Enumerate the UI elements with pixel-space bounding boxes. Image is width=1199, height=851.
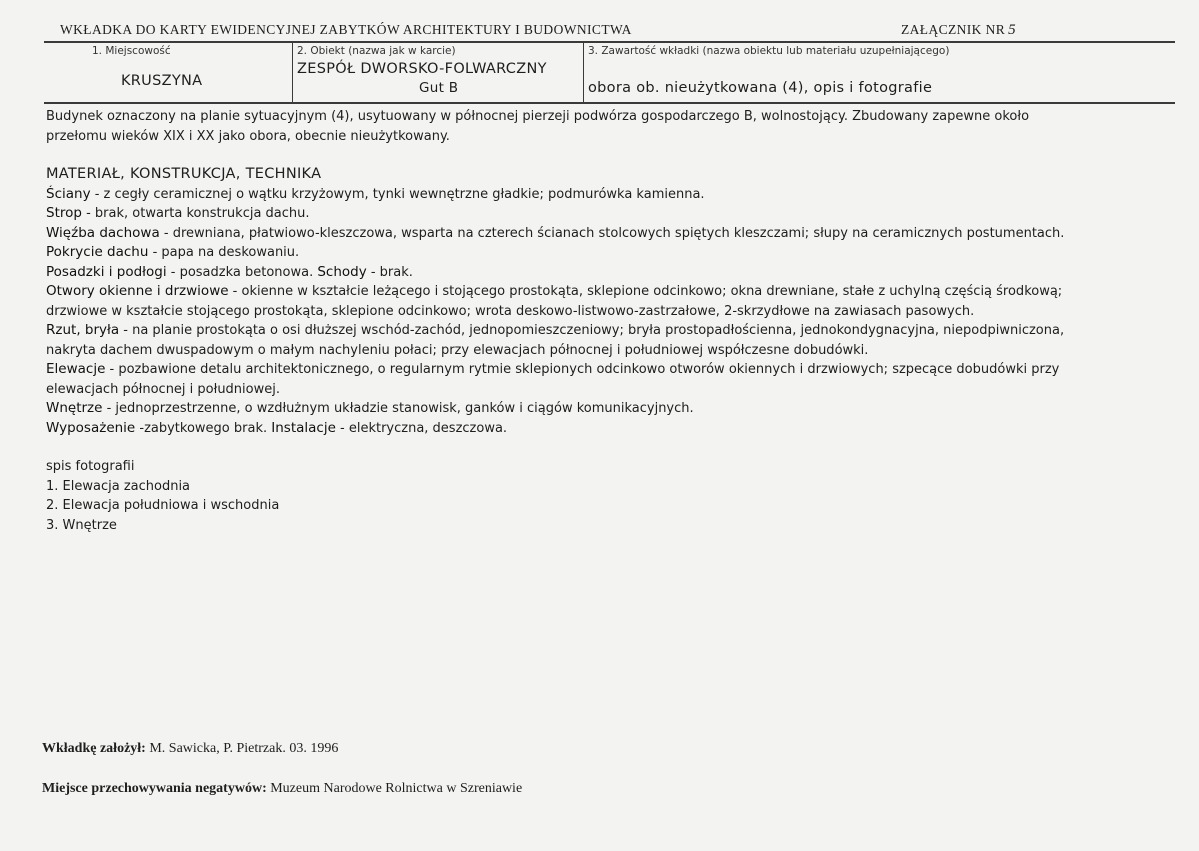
storage-value: Muzeum Narodowe Rolnictwa w Szreniawie [266, 781, 523, 796]
item-label: Ściany [46, 185, 91, 202]
item-text: - jednoprzestrzenne, o wzdłużnym układzie stanowisk, ganków i ciągów komunikacyjnych. [102, 401, 694, 416]
item-plan-mass [46, 321, 1156, 341]
section-heading: MATERIAŁ, KONSTRUKCJA, TECHNIKA [46, 166, 322, 182]
annex-number: 5 [1008, 22, 1017, 38]
item-floors-stairs [46, 263, 1156, 283]
table-bottom-rule [44, 102, 1175, 104]
item-openings-cont: drzwiowe w kształcie stojącego prostokąta, sklepione odcinkowo; wrota deskowo-listwowo-zastrzałowe, 2-skrzydłowe na zawiasach pasowych. [46, 303, 975, 319]
item-label: Strop [46, 205, 82, 221]
item-text: - pozbawione detalu architektonicznego, o regularnym rytmie sklepionych odcinkowo otworów okiennych i drzwiowych; szpecące dobudówki przy [105, 362, 1060, 377]
object-value: ZESPÓŁ DWORSKO-FOLWARCZNY [297, 61, 547, 77]
item-label: Elewacje [46, 361, 106, 377]
item-label: Otwory okienne i drzwiowe [46, 283, 229, 299]
item-elevations [46, 360, 1156, 380]
object-subvalue: Gut B [419, 80, 459, 96]
item-label: Więźba dachowa [46, 224, 160, 241]
form-title: WKŁADKA DO KARTY EWIDENCYJNEJ ZABYTKÓW ARCHITEKTURY I BUDOWNICTWA [60, 22, 632, 37]
table-divider-2 [583, 41, 584, 102]
item-label: Rzut, bryła [46, 322, 120, 338]
item-label-2: Instalacje [271, 419, 336, 436]
item-text: - z cegły ceramicznej o wątku krzyżowym, tynki wewnętrzne gładkie; podmurówka kamienna. [90, 186, 705, 202]
annex-label [901, 22, 1016, 39]
locality-label: 1. Miejscowość [92, 45, 171, 57]
content-value: obora ob. nieużytkowana (4), opis i fotografie [588, 80, 933, 96]
storage-line [42, 781, 522, 797]
description-body [46, 107, 1156, 535]
item-text: - drewniana, płatwiowo-kleszczowa, wsparta na czterech ścianach stolcowych spiętych kleszczami; słupy na ceramicznych postumentach. [159, 225, 1065, 241]
item-roofing [46, 243, 1156, 263]
item-text: - brak, otwarta konstrukcja dachu. [81, 206, 310, 221]
table-divider-1 [292, 41, 293, 102]
item-label-2: Schody [317, 263, 367, 280]
item-text: - okienne w kształcie leżącego i stojącego prostokąta, sklepione odcinkowo; okna drewniane, stałe z uchylną częścią środkową; [228, 284, 1063, 299]
item-walls [46, 185, 1156, 205]
content-label: 3. Zawartość wkładki (nazwa obiektu lub materiału uzupełniającego) [588, 45, 950, 57]
author-line [42, 741, 338, 757]
item-text: -zabytkowego brak. [135, 420, 272, 436]
author-label: Wkładkę założył: [42, 741, 146, 756]
item-text: - na planie prostokąta o osi dłuższej wschód-zachód, jednopomieszczeniowy; bryła prostopadłościenna, jednokondygnacyjna, niepodpiwniczona, [119, 323, 1065, 338]
photo-list-item: 3. Wnętrze [46, 517, 117, 533]
item-text-2: - elektryczna, deszczowa. [335, 420, 508, 436]
item-ceiling [46, 204, 1156, 224]
photo-list-item: 2. Elewacja południowa i wschodnia [46, 498, 280, 513]
intro-line-2: przełomu wieków XIX i XX jako obora, obecnie nieużytkowany. [46, 128, 450, 144]
photo-list-item: 1. Elewacja zachodnia [46, 478, 191, 494]
item-equipment [46, 419, 1156, 439]
item-text: - papa na deskowaniu. [148, 245, 300, 260]
table-top-rule [44, 41, 1175, 43]
item-roof-frame [46, 224, 1156, 244]
storage-label: Miejsce przechowywania negatywów: [42, 781, 267, 796]
photo-list-heading: spis fotografii [46, 459, 135, 474]
item-label: Pokrycie dachu [46, 244, 149, 260]
item-text: - posadzka betonowa. [166, 264, 318, 280]
object-label: 2. Obiekt (nazwa jak w karcie) [297, 45, 456, 57]
item-label: Posadzki i podłogi [46, 263, 167, 280]
item-text-2: - brak. [366, 264, 413, 280]
item-plan-mass-cont: nakryta dachem dwuspadowym o małym nachyleniu połaci; przy elewacjach północnej i południowej współczesne dobudówki. [46, 342, 869, 358]
item-interior [46, 399, 1156, 419]
locality-value: KRUSZYNA [121, 73, 203, 89]
author-value: M. Sawicka, P. Pietrzak. 03. 1996 [145, 741, 339, 756]
item-label: Wyposażenie [46, 419, 136, 436]
item-elevations-cont: elewacjach północnej i południowej. [46, 381, 280, 397]
item-label: Wnętrze [46, 400, 103, 416]
item-openings [46, 282, 1156, 302]
annex-label-text: ZAŁĄCZNIK NR [901, 22, 1006, 37]
intro-line-1: Budynek oznaczony na planie sytuacyjnym (4), usytuowany w północnej pierzeji podwórza gospodarczego B, wolnostojący. Zbudowany zapewne około [46, 109, 1030, 124]
